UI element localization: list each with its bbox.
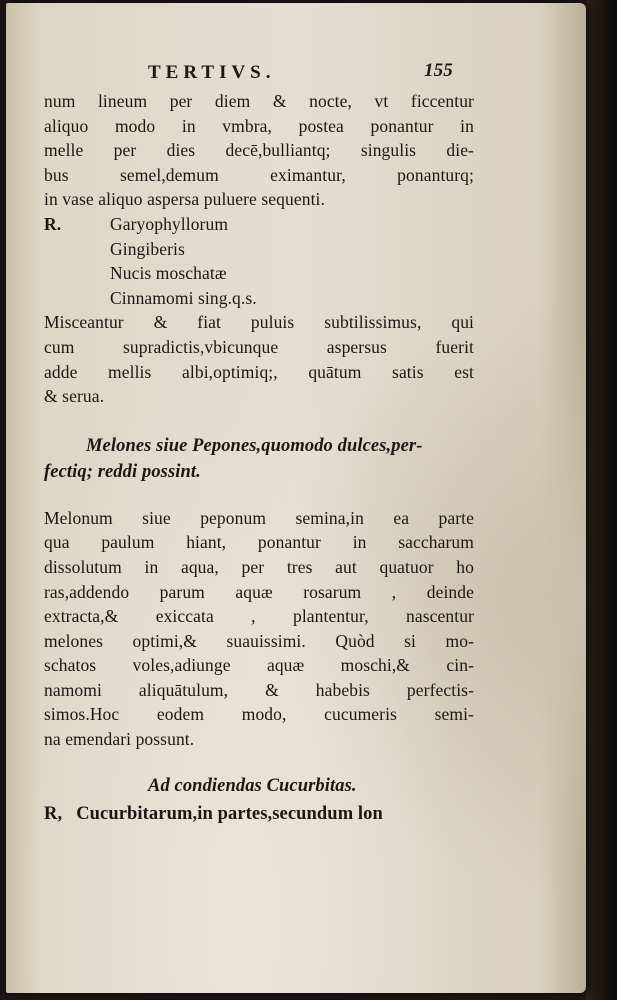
recipe-row: [44, 212, 474, 237]
recipe-start-line: [44, 802, 474, 827]
section-heading-melons: [44, 433, 474, 485]
recipe-mark: R.: [44, 213, 62, 234]
text-line: & serua.: [44, 386, 105, 407]
recipe-row: [44, 286, 474, 311]
text-line: in vase aliquo aspersa puluere sequenti.: [44, 189, 325, 210]
ingredient: Nucis moschatæ: [110, 263, 227, 284]
ingredient: Cinnamomi sing.q.s.: [110, 287, 257, 308]
ingredient: Garyophyllorum: [110, 213, 229, 234]
text-line: simos.Hoc eodem modo, cucumeris semi-: [44, 704, 474, 725]
page-text: [44, 61, 474, 827]
heading-line: fectiq; reddi possint.: [44, 461, 201, 482]
text-line: Cucurbitarum,in partes,secundum lon: [76, 804, 383, 825]
text-line: num lineum per diem & nocte, vt ficcentur: [44, 91, 474, 111]
text-line: qua paulum hiant, ponantur in saccharum: [44, 532, 474, 553]
recipe-row: [44, 261, 474, 286]
book-page: [6, 3, 586, 993]
text-line: aliquo modo in vmbra, postea ponantur in: [44, 115, 474, 136]
page-header: [44, 61, 474, 89]
section-heading-cucurbits: Ad condiendas Cucurbitas.: [148, 775, 357, 796]
paragraph-2: [44, 310, 474, 408]
ingredient: Gingiberis: [110, 238, 185, 259]
text-line: extracta,& exiccata , plantentur, nascentur: [44, 606, 474, 627]
text-line: bus semel,demum eximantur, ponanturq;: [44, 164, 474, 185]
text-line: dissolutum in aqua, per tres aut quatuor ho: [44, 556, 474, 577]
text-line: namomi aliquātulum, & habebis perfectis-: [44, 679, 474, 700]
text-line: cum supradictis,vbicunque aspersus fuerit: [44, 336, 474, 357]
text-line: melle per dies decē,bulliantq; singulis die-: [44, 140, 474, 161]
book-edge: [586, 0, 617, 1000]
text-line: Melonum siue peponum semina,in ea parte: [44, 507, 474, 528]
text-line: ras,addendo parum aquæ rosarum , deinde: [44, 581, 474, 602]
text-line: schatos voles,adiunge aquæ moschi,& cin-: [44, 655, 474, 676]
running-title: TERTIVS.: [148, 62, 276, 83]
text-line: Misceantur & fiat puluis subtilissimus, qui: [44, 312, 474, 333]
recipe-row: [44, 237, 474, 262]
text-line: na emendari possunt.: [44, 729, 195, 750]
recipe-block: [44, 212, 474, 310]
heading-line: Melones siue Pepones,quomodo dulces,per-: [86, 435, 423, 456]
paragraph-1: [44, 89, 474, 212]
text-line: melones optimi,& suauissimi. Quòd si mo-: [44, 630, 474, 651]
text-line: adde mellis albi,optimiq;, quātum satis est: [44, 361, 474, 382]
recipe-mark: R,: [44, 804, 63, 825]
page-number: 155: [424, 60, 453, 81]
paragraph-3: [44, 506, 474, 752]
